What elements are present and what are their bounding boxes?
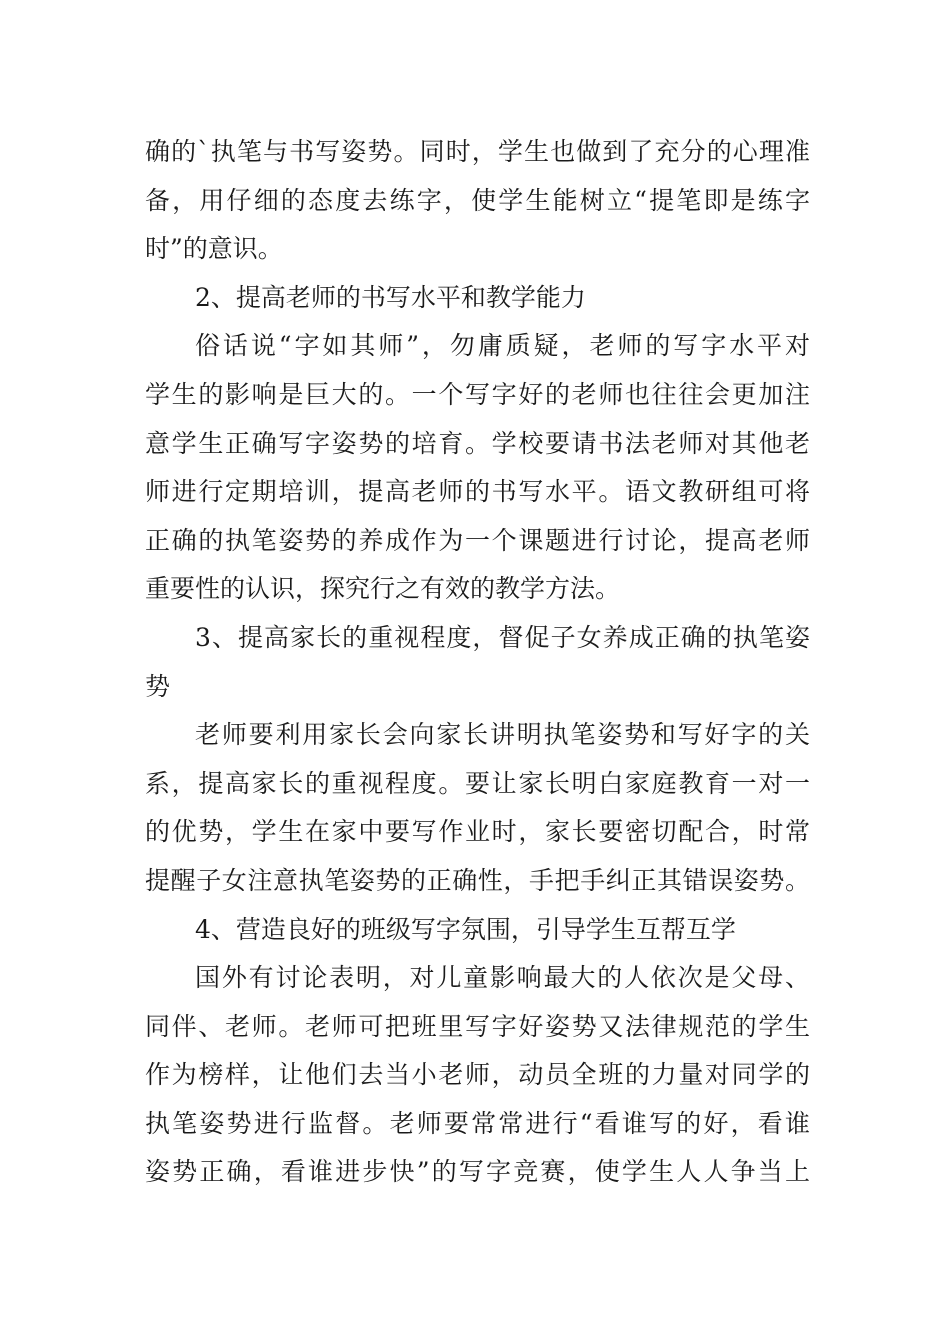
paragraph-line: 师进行定期培训，提高老师的书写水平。语文教研组可将 <box>145 477 810 507</box>
paragraph-line: 提醒子女注意执笔姿势的正确性，手把手纠正其错误姿势。 <box>145 865 810 895</box>
paragraph-first-line: 4、营造良好的班级写字氛围，引导学生互帮互学 <box>195 914 736 944</box>
paragraph-line: 正确的执笔姿势的养成作为一个课题进行讨论，提高老师 <box>145 525 810 555</box>
paragraph-line: 确的`执笔与书写姿势。同时，学生也做到了充分的心理准 <box>145 137 810 166</box>
paragraph-line: 执笔姿势进行监督。老师要常常进行“看谁写的好，看谁 <box>145 1108 810 1138</box>
paragraph-line: 势 <box>145 671 171 701</box>
paragraph-line: 的优势，学生在家中要写作业时，家长要密切配合，时常 <box>145 817 810 847</box>
paragraph-first-line: 3、提高家长的重视程度，督促子女养成正确的执笔姿 <box>195 622 810 652</box>
paragraph-first-line: 俗话说“字如其师”，勿庸质疑，老师的写字水平对 <box>195 331 810 361</box>
paragraph-line: 时”的意识。 <box>145 234 283 264</box>
paragraph-line: 作为榜样，让他们去当小老师，动员全班的力量对同学的 <box>145 1060 810 1090</box>
paragraph-line: 学生的影响是巨大的。一个写字好的老师也往往会更加注 <box>145 379 810 409</box>
paragraph-line: 同伴、老师。老师可把班里写字好姿势又法律规范的学生 <box>145 1011 810 1041</box>
paragraph-line: 备，用仔细的态度去练字，使学生能树立“提笔即是练字 <box>145 185 810 215</box>
paragraph-line: 重要性的认识，探究行之有效的教学方法。 <box>145 574 621 604</box>
paragraph-first-line: 国外有讨论表明，对儿童影响最大的人依次是父母、 <box>195 963 810 993</box>
paragraph-first-line: 2、提高老师的书写水平和教学能力 <box>195 282 586 312</box>
paragraph-line: 姿势正确，看谁进步快”的写字竞赛，使学生人人争当上 <box>145 1157 810 1187</box>
paragraph-line: 系，提高家长的重视程度。要让家长明白家庭教育一对一 <box>145 768 810 798</box>
paragraph-first-line: 老师要利用家长会向家长讲明执笔姿势和写好字的关 <box>195 720 810 750</box>
document-body <box>145 128 810 1197</box>
paragraph-line: 意学生正确写字姿势的培育。学校要请书法老师对其他老 <box>145 428 810 458</box>
